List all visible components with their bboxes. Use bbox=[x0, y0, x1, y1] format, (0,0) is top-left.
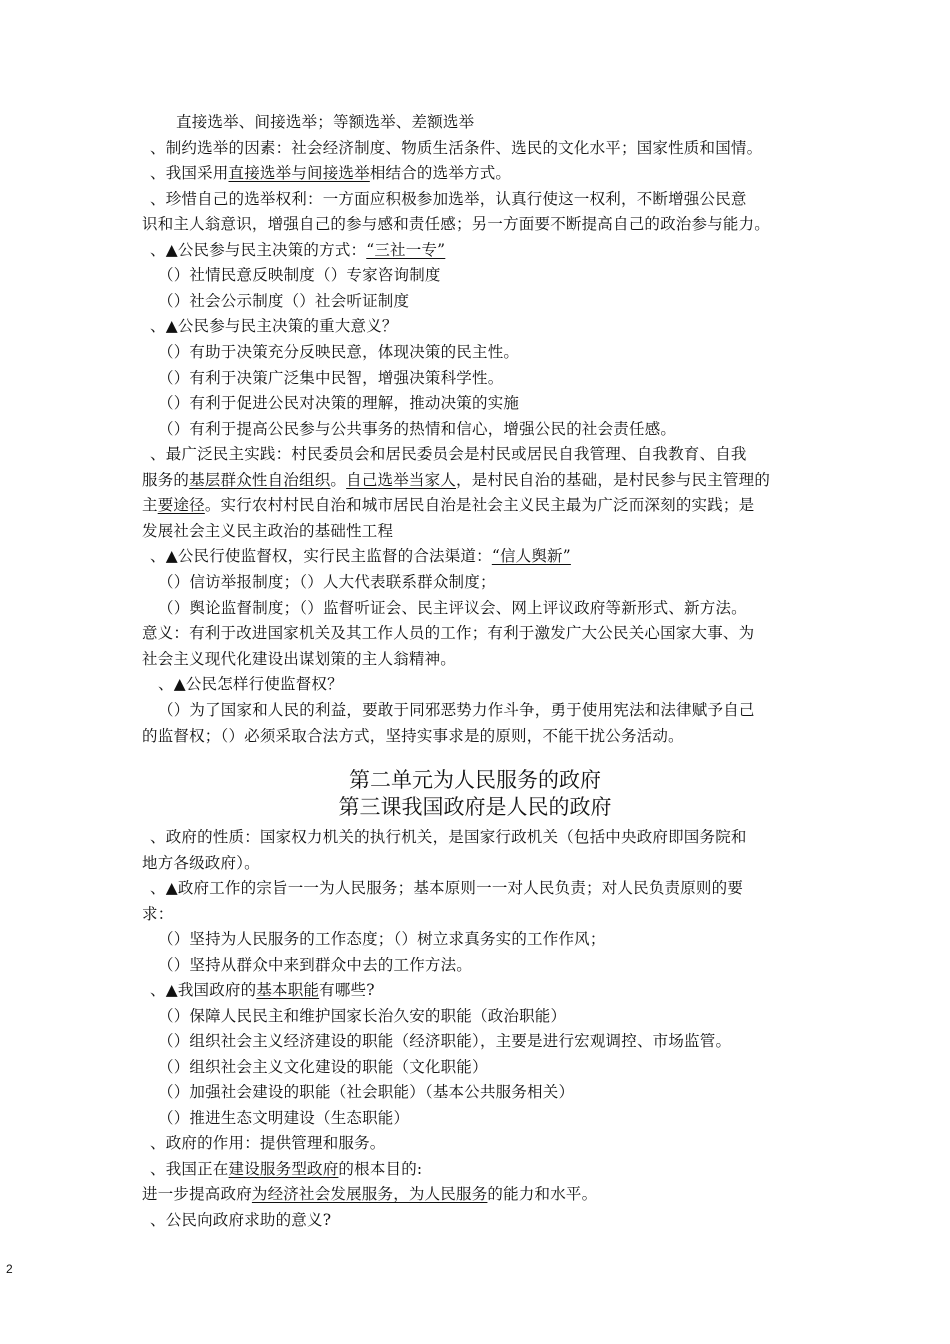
text-line: 、制约选举的因素：社会经济制度、物质生活条件、选民的文化水平；国家性质和国情。 bbox=[150, 139, 763, 157]
text-line: （）有利于决策广泛集中民智，增强决策科学性。 bbox=[158, 369, 504, 387]
text-line: （）保障人民民主和维护国家长治久安的职能（政治职能） bbox=[158, 1007, 567, 1025]
text-line: （）推进生态文明建设（生态职能） bbox=[158, 1109, 410, 1127]
text-line: （）组织社会主义经济建设的职能（经济职能），主要是进行宏观调控、市场监管。 bbox=[158, 1032, 732, 1050]
text-line: 直接选举、间接选举；等额选举、差额选举 bbox=[176, 113, 475, 131]
underlined-term: 直接选举与间接选举 bbox=[228, 164, 370, 182]
underlined-term: 为经济社会发展服务，为人民服务 bbox=[251, 1185, 488, 1203]
text-line: 、我国采用直接选举与间接选举相结合的选举方式。 bbox=[150, 164, 512, 182]
text-line: 识和主人翁意识，增强自己的参与感和责任感；另一方面要不断提高自己的政治参与能力。 bbox=[142, 215, 771, 233]
underlined-term: 自己选举当家人 bbox=[346, 471, 457, 489]
text-line: 进一步提高政府为经济社会发展服务，为人民服务的能力和水平。 bbox=[142, 1185, 598, 1203]
underlined-term: 要途径 bbox=[157, 496, 205, 514]
text-line: 、公民向政府求助的意义? bbox=[150, 1211, 332, 1229]
underlined-term: “三社一专” bbox=[366, 241, 446, 259]
text-line: 、▲我国政府的基本职能有哪些? bbox=[150, 981, 375, 999]
text-line: （）坚持从群众中来到群众中去的工作方法。 bbox=[158, 956, 473, 974]
text-line: （）信访举报制度；（）人大代表联系群众制度； bbox=[158, 573, 496, 591]
text-line: （）有助于决策充分反映民意，体现决策的民主性。 bbox=[158, 343, 520, 361]
text-line: 服务的基层群众性自治组织。自己选举当家人，是村民自治的基础，是村民参与民主管理的 bbox=[142, 471, 771, 489]
text-line: （）加强社会建设的职能（社会职能）（基本公共服务相关） bbox=[158, 1083, 575, 1101]
text-line: 发展社会主义民主政治的基础性工程 bbox=[142, 522, 394, 540]
text-line: 、最广泛民主实践：村民委员会和居民委员会是村民或居民自我管理、自我教育、自我 bbox=[150, 445, 747, 463]
underlined-term: 基本职能 bbox=[256, 981, 320, 999]
text-line: （）舆论监督制度；（）监督听证会、民主评议会、网上评议政府等新形式、新方法。 bbox=[158, 599, 747, 617]
text-line: （）有利于提高公民参与公共事务的热情和信心，增强公民的社会责任感。 bbox=[158, 420, 677, 438]
text-line: （）社情民意反映制度（）专家咨询制度 bbox=[158, 266, 441, 284]
underlined-term: 基层群众性自治组织 bbox=[189, 471, 331, 489]
unit-title: 第二单元为人民服务的政府 bbox=[349, 768, 601, 792]
text-line: 的监督权；（）必须采取合法方式，坚持实事求是的原则，不能干扰公务活动。 bbox=[142, 727, 684, 745]
text-line: 、▲政府工作的宗旨一一为人民服务；基本原则一一对人民负责；对人民负责原则的要 bbox=[150, 879, 744, 897]
text-line: 、▲公民怎样行使监督权？ bbox=[158, 675, 343, 693]
underlined-term: 建设服务型政府 bbox=[228, 1160, 339, 1178]
text-line: （）组织社会主义文化建设的职能（文化职能） bbox=[158, 1058, 488, 1076]
text-line: 意义：有利于改进国家机关及其工作人员的工作；有利于激发广大公民关心国家大事、为 bbox=[142, 624, 755, 642]
text-line: （）为了国家和人民的利益，要敢于同邪恶势力作斗争，勇于使用宪法和法律赋予自己 bbox=[158, 701, 755, 719]
text-line: （）有利于促进公民对决策的理解，推动决策的实施 bbox=[158, 394, 520, 412]
text-line: 地方各级政府）。 bbox=[142, 854, 260, 872]
text-line: （）坚持为人民服务的工作态度；（）树立求真务实的工作作风； bbox=[158, 930, 606, 948]
text-line: 求： bbox=[142, 905, 174, 923]
text-line: （）社会公示制度（）社会听证制度 bbox=[158, 292, 410, 310]
text-line: 、▲公民参与民主决策的重大意义？ bbox=[150, 317, 398, 335]
text-line: 、▲公民行使监督权，实行民主监督的合法渠道：“信人舆新” bbox=[150, 547, 571, 565]
page-number: 2 bbox=[6, 1262, 13, 1276]
text-line: 主要途径。实行农村村民自治和城市居民自治是社会主义民主最为广泛而深刻的实践；是 bbox=[142, 496, 755, 514]
text-line: 社会主义现代化建设出谋划策的主人翁精神。 bbox=[142, 650, 457, 668]
text-line: 、珍惜自己的选举权利：一方面应积极参加选举，认真行使这一权利，不断增强公民意 bbox=[150, 190, 747, 208]
text-line: 、我国正在建设服务型政府的根本目的: bbox=[150, 1160, 423, 1178]
underlined-term: “信人舆新” bbox=[491, 547, 571, 565]
lesson-title: 第三课我国政府是人民的政府 bbox=[338, 795, 612, 819]
text-line: 、政府的作用：提供管理和服务。 bbox=[150, 1134, 386, 1152]
text-line: 、▲公民参与民主决策的方式：“三社一专” bbox=[150, 241, 446, 259]
text-line: 、政府的性质：国家权力机关的执行机关，是国家行政机关（包括中央政府即国务院和 bbox=[150, 828, 747, 846]
